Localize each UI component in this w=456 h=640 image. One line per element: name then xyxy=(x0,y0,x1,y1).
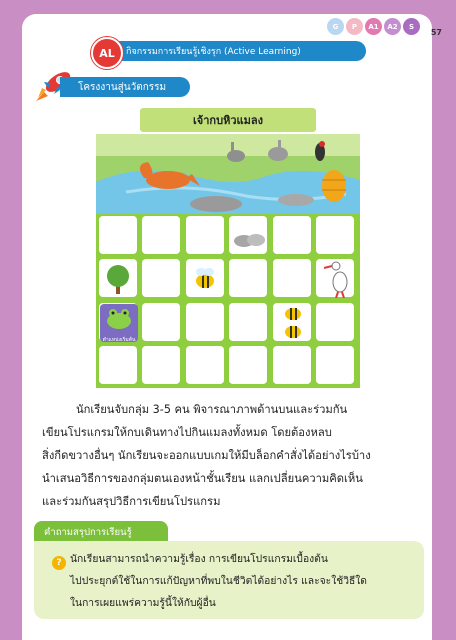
project-title-bar xyxy=(60,77,190,97)
frog-start-cell xyxy=(100,304,138,342)
bee-pair-icon xyxy=(280,304,306,342)
paragraph-line: นำเสนอวิธีการของกลุ่มตนเองหน้าชั้นเรียน แลกเปลี่ยนความคิดเห็น xyxy=(42,472,363,485)
level-pill: S xyxy=(403,18,420,35)
level-pill: A1 xyxy=(365,18,382,35)
level-pill: A2 xyxy=(384,18,401,35)
question-icon: ? xyxy=(52,556,66,570)
activity-title-bar xyxy=(112,41,366,61)
rock-icon xyxy=(232,228,266,248)
grid-cell xyxy=(316,303,354,341)
grid-cell xyxy=(142,216,180,254)
level-pills xyxy=(327,18,420,35)
level-pill: P xyxy=(346,18,363,35)
grid-cell xyxy=(229,259,267,297)
paragraph-line: และร่วมกันสรุปวิธีการเขียนโปรแกรม xyxy=(42,495,221,508)
activity-title: กิจกรรมการเรียนรู้เชิงรุก (Active Learning) xyxy=(126,47,301,57)
grid-cell xyxy=(142,346,180,384)
page-number: 57 xyxy=(430,28,442,37)
grid-cell xyxy=(229,303,267,341)
frog-caption: ตำแหน่งเริ่มต้น xyxy=(102,337,136,343)
grid-cell xyxy=(186,216,224,254)
grid-cell xyxy=(99,346,137,384)
bee-icon xyxy=(190,264,220,294)
grid-cell xyxy=(99,216,137,254)
grid-cell xyxy=(316,346,354,384)
beehive-icon xyxy=(322,170,346,202)
grid-cell xyxy=(273,259,311,297)
paragraph-line: นักเรียนจับกลุ่ม 3-5 คน พิจารณาภาพด้านบนและร่วมกัน xyxy=(76,403,348,416)
project-title: โครงงานสู่นวัตกรรม xyxy=(78,81,167,93)
game-title: เจ้ากบหิวแมลง xyxy=(140,108,316,132)
summary-line: นักเรียนสามารถนำความรู้เรื่อง การเขียนโปรแกรมเบื้องต้น xyxy=(70,553,328,565)
summary-tab: คำถามสรุปการเรียนรู้ xyxy=(34,521,168,543)
grid-cell xyxy=(186,303,224,341)
summary-line: ในการเผยแพร่ความรู้นี้ให้กับผู้อื่น xyxy=(70,597,216,609)
level-pill: G xyxy=(327,18,344,35)
stork-icon xyxy=(322,260,356,298)
pond-scene xyxy=(96,134,360,214)
grid-cell xyxy=(186,346,224,384)
paragraph-line: สิ่งกีดขวางอื่นๆ นักเรียนจะออกแบบเกมให้มีบล็อกคำสั่งได้อย่างไรบ้าง xyxy=(42,449,371,462)
frog-icon xyxy=(100,304,138,332)
paragraph-line: เขียนโปรแกรมให้กบเดินทางไปกินแมลงทั้งหมด โดยต้องหลบ xyxy=(42,426,332,439)
grid-cell xyxy=(142,259,180,297)
grid-cell xyxy=(142,303,180,341)
al-badge: AL xyxy=(91,37,123,69)
summary-line: ไปประยุกต์ใช้ในการแก้ปัญหาที่พบในชีวิตได้อย่างไร และจะใช้วิธีใด xyxy=(70,575,367,587)
grid-cell xyxy=(316,216,354,254)
grid-cell xyxy=(229,346,267,384)
tree-icon xyxy=(99,260,137,298)
grid-cell xyxy=(273,346,311,384)
grid-cell xyxy=(273,216,311,254)
